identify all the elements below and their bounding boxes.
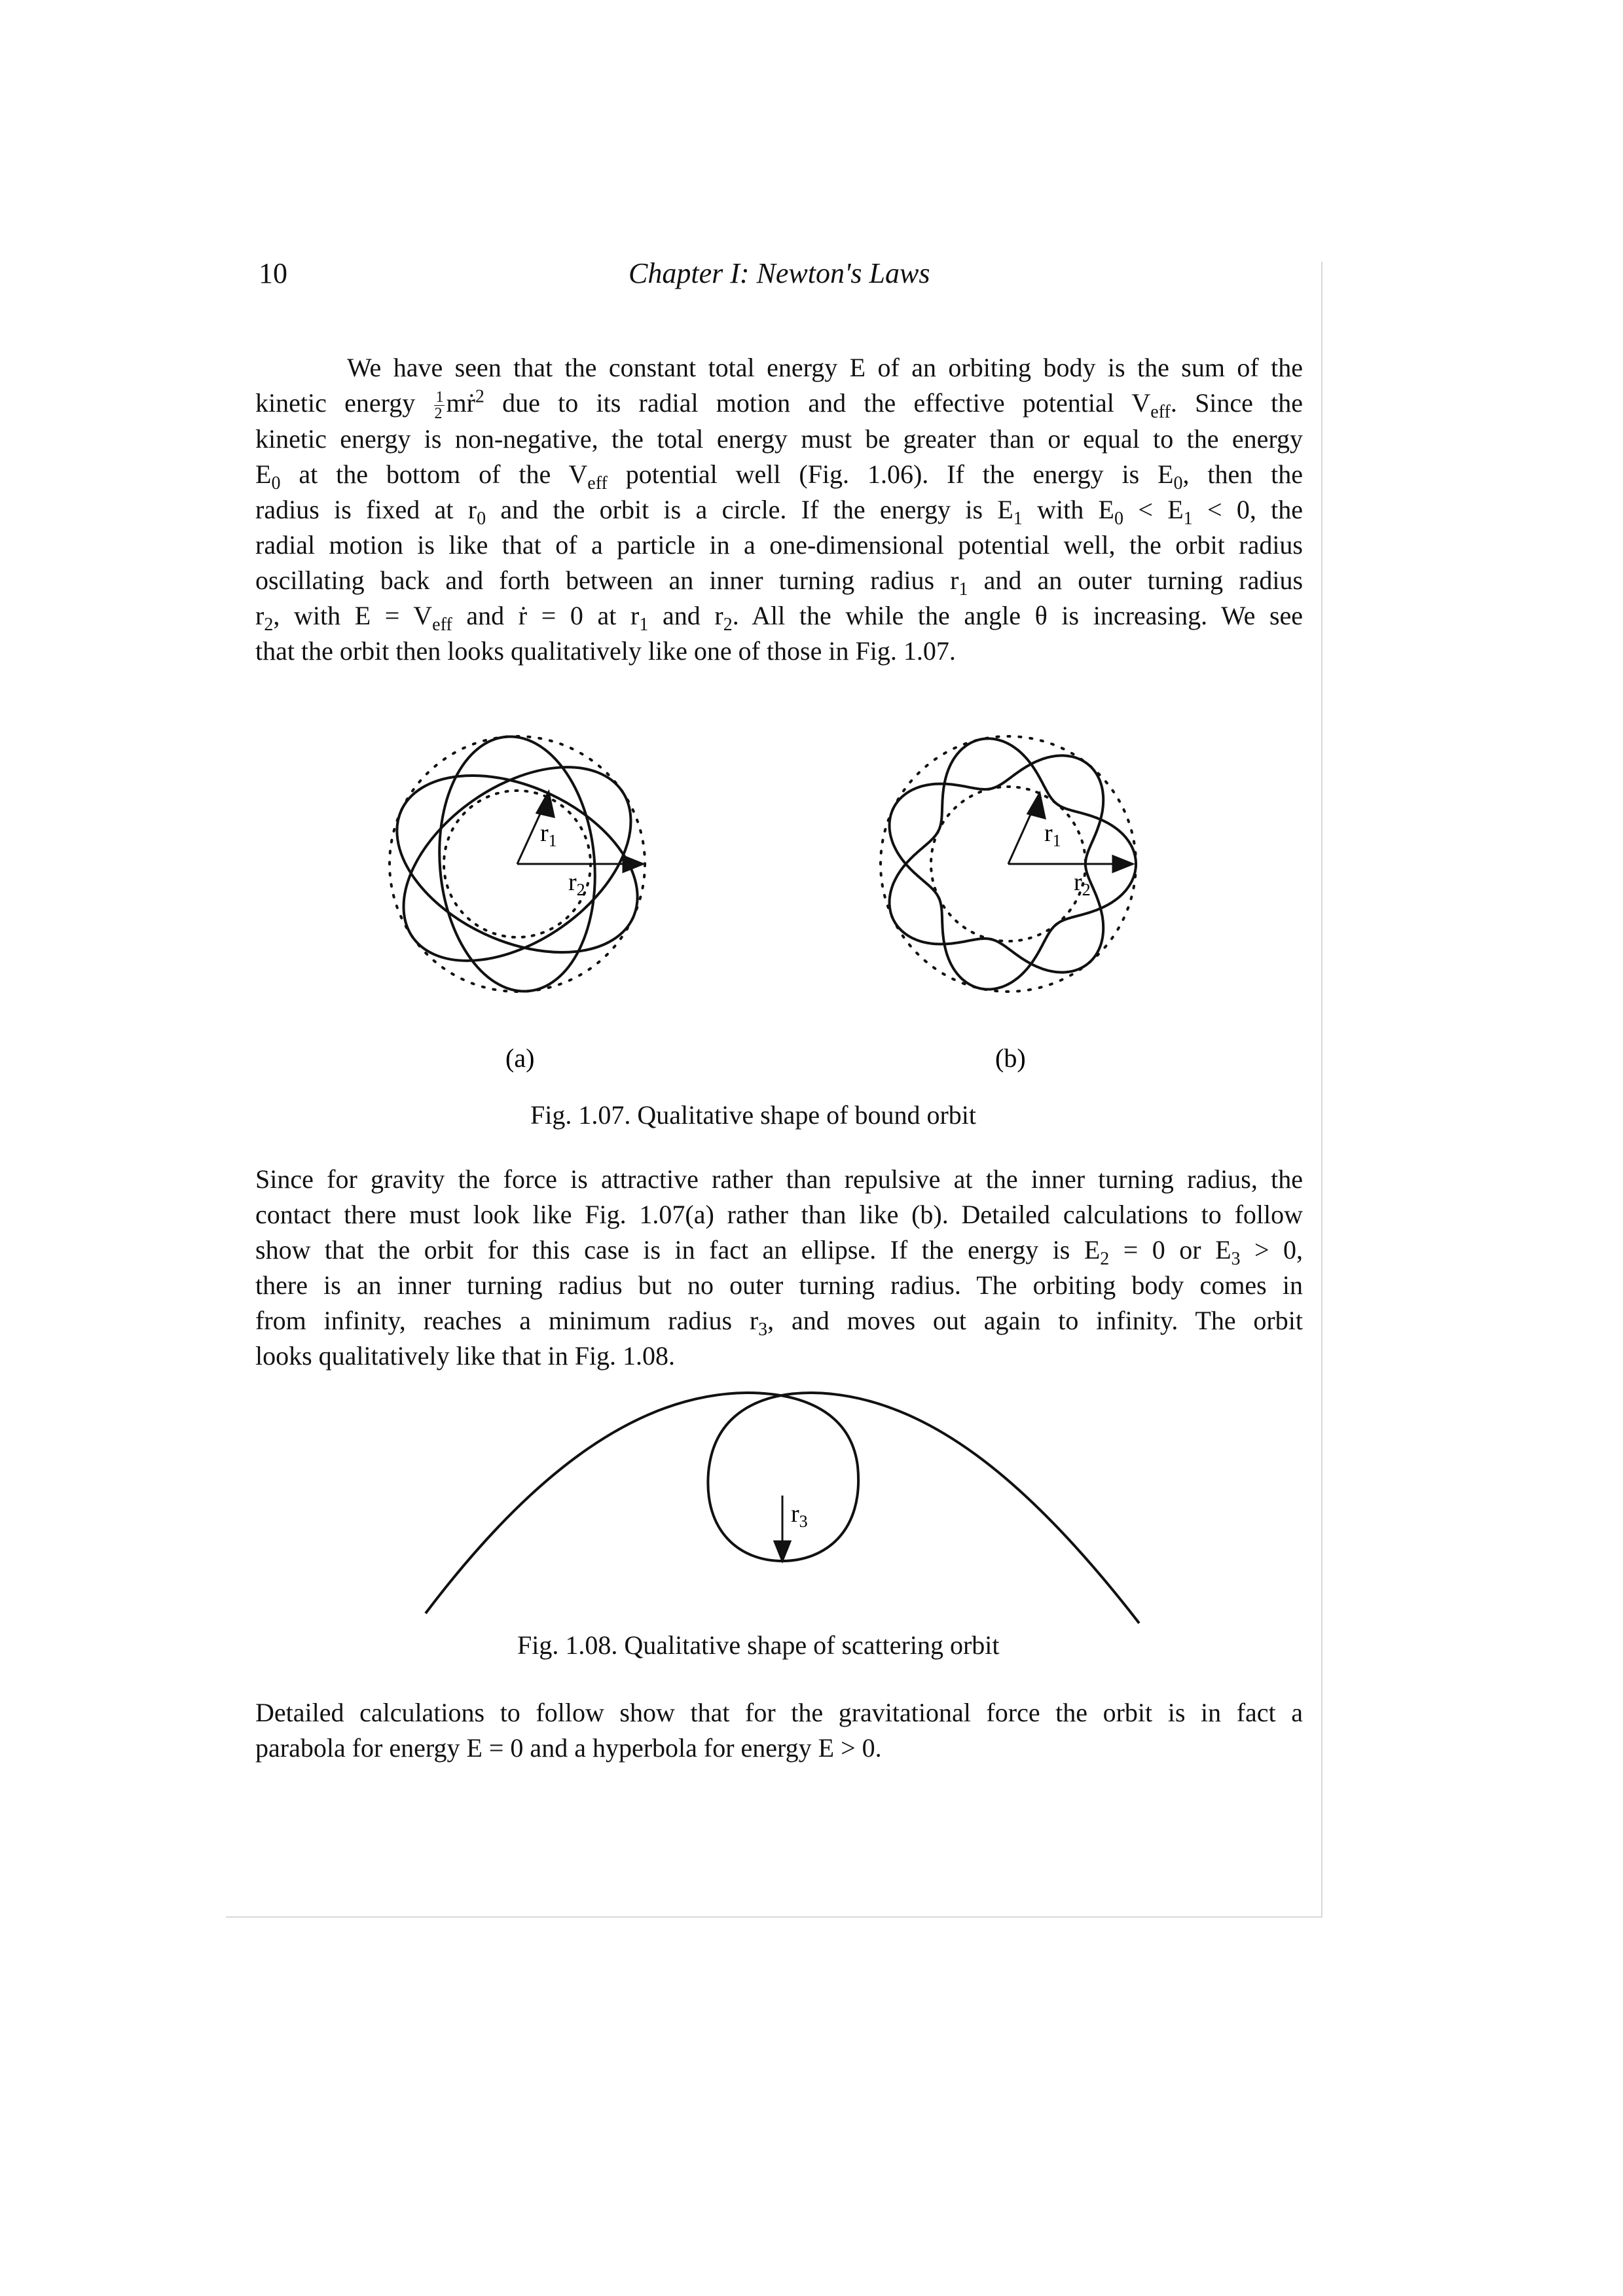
r3-arrowhead	[775, 1541, 790, 1561]
caption-fig-107: Fig. 1.07. Qualitative shape of bound orbit	[530, 1100, 977, 1130]
label-r2-b: $r_2$	[1074, 869, 1091, 899]
text-line: oscillating back and forth between an inner turning radius $r_1$ and an outer turning radius	[255, 565, 1304, 600]
text-line: $E_0$ at the bottom of the $V_{eff}$ potential well (Fig. 1.06). If the energy is $E_0$, then the	[255, 459, 1304, 494]
text-line: Detailed calculations to follow show that for the gravitational force the orbit is in fact a	[255, 1698, 1303, 1727]
text-line: show that the orbit for this case is in fact an ellipse. If the energy is $E_2 = 0$ or $E_3 > 0$,	[255, 1235, 1304, 1269]
page-number: 10	[259, 257, 287, 289]
label-fig-a: (a)	[505, 1043, 535, 1073]
text-line: parabola for energy E = 0 and a hyperbola for energy E > 0.	[255, 1733, 882, 1763]
text-line: $r_2$, with $E = V_{eff}$ and ṙ = 0 at $r_1$ and $r_2$. All the while the angle θ is increasing. We see	[255, 601, 1304, 636]
paragraph-energy	[255, 350, 1303, 669]
text-line: kinetic energy is non-negative, the total energy must be greater than or equal to the energy	[255, 424, 1303, 454]
text-line: We have seen that the constant total energy E of an orbiting body is the sum of the	[347, 353, 1303, 382]
figure-1-07	[340, 694, 1257, 1100]
label-r1-b: $r_1$	[1044, 819, 1061, 850]
text-line: looks qualitatively like that in Fig. 1.08.	[255, 1341, 676, 1371]
paragraph-conclusion	[255, 1695, 1303, 1766]
chapter-title: Chapter I: Newton's Laws	[629, 257, 930, 289]
label-r1-a: $r_1$	[540, 819, 557, 850]
text-line: there is an inner turning radius but no outer turning radius. The orbiting body comes in	[255, 1270, 1303, 1300]
r3-arrow	[775, 1496, 790, 1561]
text-line: radius is fixed at $r_0$ and the orbit is a circle. If the energy is $E_1$ with $E_0 < E_1 < 0$, the	[255, 495, 1304, 529]
figure-1-08	[406, 1374, 1165, 1636]
r2-arrowhead	[623, 856, 643, 872]
caption-fig-108: Fig. 1.08. Qualitative shape of scattering orbit	[517, 1630, 1000, 1660]
label-r2-a: $r_2$	[568, 869, 585, 899]
label-r3: $r_3$	[791, 1500, 808, 1531]
page-edge-horizontal	[226, 1916, 1322, 1918]
text-line: from infinity, reaches a minimum radius $r_3$, and moves out again to infinity. The orbit	[255, 1306, 1303, 1340]
text-line: contact there must look like Fig. 1.07(a) rather than like (b). Detailed calculations to follow	[255, 1200, 1303, 1229]
text-line: radial motion is like that of a particle in a one-dimensional potential well, the orbit radius	[255, 530, 1303, 560]
text-line: that the orbit then looks qualitatively like one of those in Fig. 1.07.	[255, 636, 956, 666]
label-fig-b: (b)	[995, 1043, 1026, 1073]
paragraph-scattering	[255, 1162, 1303, 1374]
figure-107a-radii	[517, 792, 643, 872]
page-edge-vertical	[1321, 262, 1322, 1918]
fraction-half: $\frac{1}{2}$	[434, 389, 444, 423]
text-line: Since for gravity the force is attractive rather than repulsive at the inner turning radius, the	[255, 1164, 1303, 1194]
r2-arrowhead	[1113, 856, 1133, 872]
r1-arrowhead	[1028, 793, 1045, 818]
figure-107b-radii	[1008, 793, 1133, 872]
text-line: kinetic energy $\frac{1}{2}$ mṙ$^2$ due to its radial motion and the effective potential $V_{eff}$. Since the	[255, 386, 1304, 423]
